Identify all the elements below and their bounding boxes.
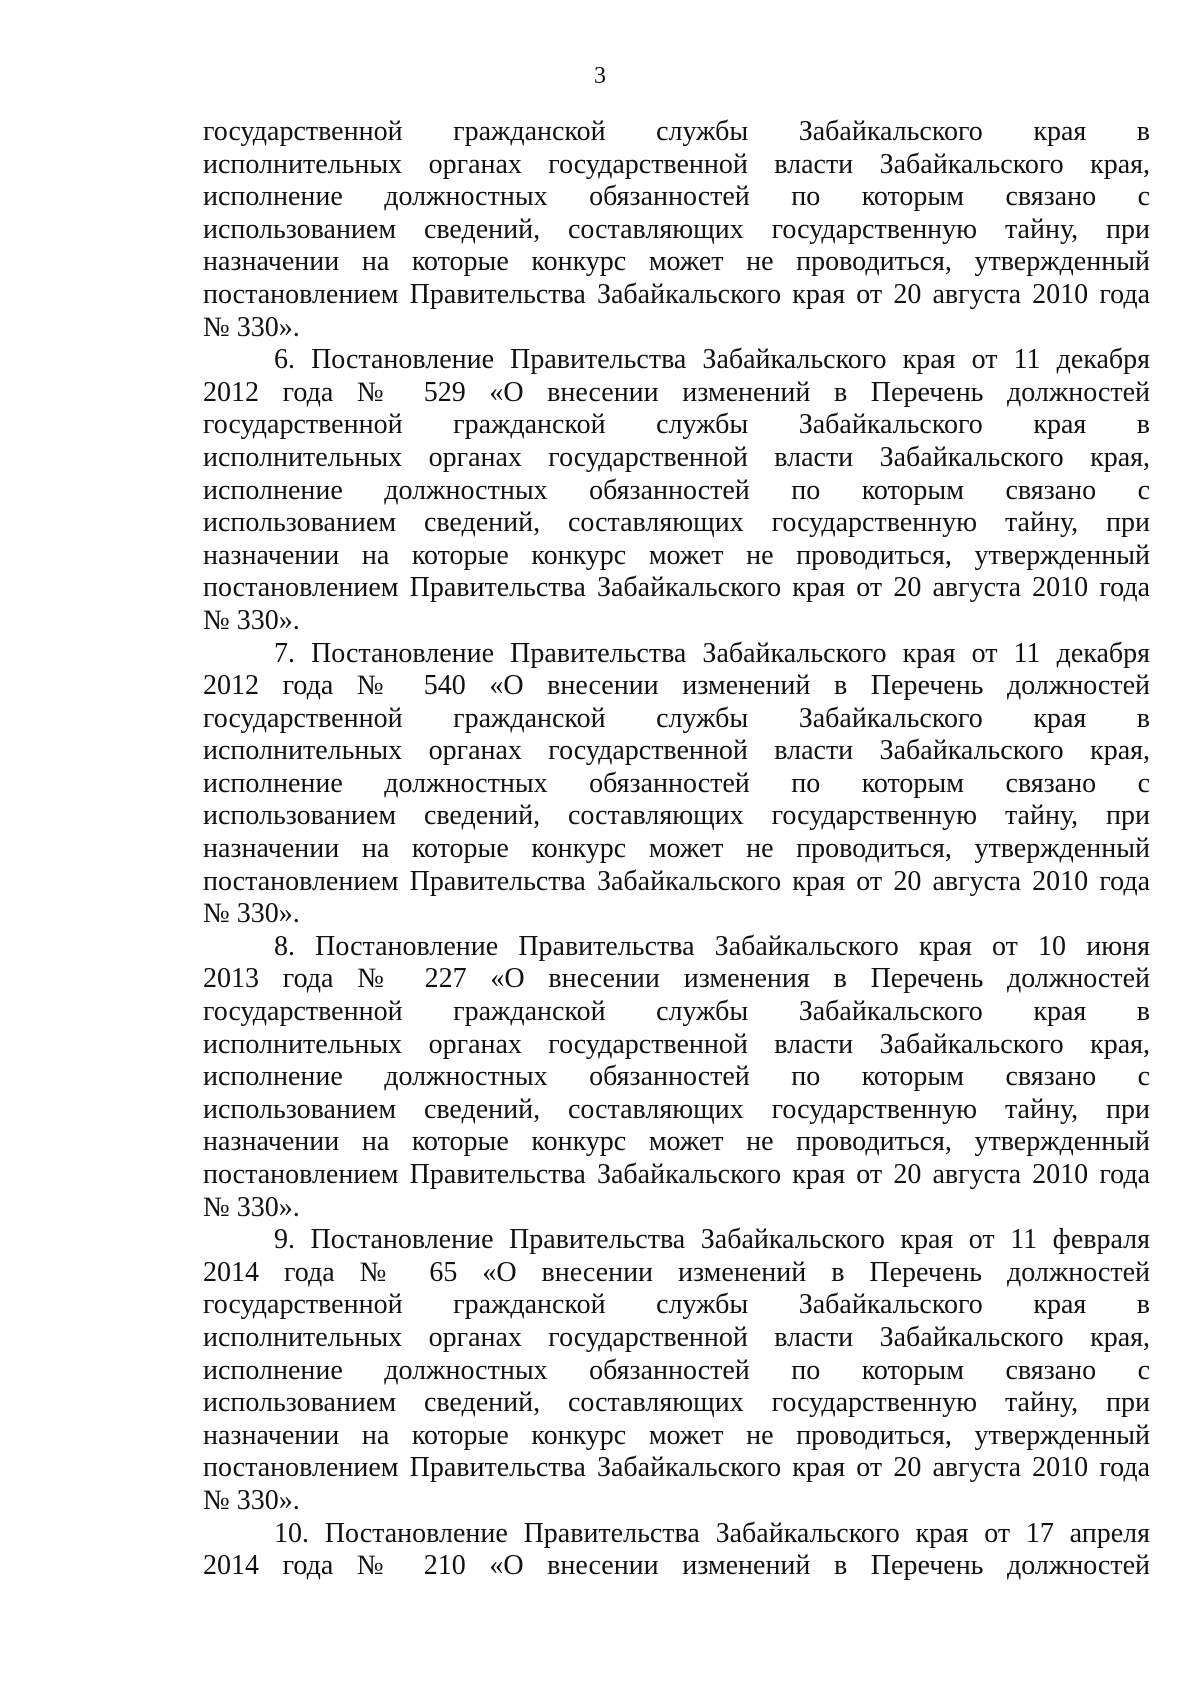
text-line: исполнительных органах государственной власти Забайкальского края,: [203, 441, 1150, 473]
text-line: 6. Постановление Правительства Забайкальского края от 11 декабря: [274, 344, 1150, 376]
text-line: назначении на которые конкурс может не проводиться, утвержденный: [203, 1126, 1150, 1158]
paragraph-item-7: [203, 638, 1150, 931]
text-line: постановлением Правительства Забайкальского края от 20 августа 2010 года: [203, 865, 1150, 897]
text-line: постановлением Правительства Забайкальского края от 20 августа 2010 года: [203, 278, 1150, 310]
text-line: государственной гражданской службы Забайкальского края в: [203, 996, 1150, 1028]
paragraph-item-8: [203, 931, 1150, 1224]
text-line: использованием сведений, составляющих государственную тайну, при: [203, 1093, 1150, 1125]
text-line: исполнение должностных обязанностей по которым связано с: [203, 474, 1150, 506]
text-line: № 330».: [203, 604, 300, 636]
text-line: государственной гражданской службы Забайкальского края в: [203, 116, 1150, 147]
text-line: 2014 года № 65 «О внесении изменений в Перечень должностей: [203, 1256, 1150, 1288]
text-line: назначении на которые конкурс может не проводиться, утвержденный: [203, 833, 1150, 865]
text-line: № 330».: [203, 1191, 300, 1223]
text-line: использованием сведений, составляющих государственную тайну, при: [203, 800, 1150, 832]
text-line: использованием сведений, составляющих государственную тайну, при: [203, 1387, 1150, 1419]
text-line: государственной гражданской службы Забайкальского края в: [203, 409, 1150, 441]
text-line: исполнение должностных обязанностей по которым связано с: [203, 181, 1150, 213]
text-line: 2012 года № 529 «О внесении изменений в Перечень должностей: [203, 376, 1150, 408]
text-line: использованием сведений, составляющих государственную тайну, при: [203, 507, 1150, 539]
text-line: использованием сведений, составляющих государственную тайну, при: [203, 213, 1150, 245]
text-line: исполнительных органах государственной власти Забайкальского края,: [203, 1321, 1150, 1353]
text-line: 2014 года № 210 «О внесении изменений в Перечень должностей: [203, 1550, 1150, 1582]
text-line: 10. Постановление Правительства Забайкальского края от 17 апреля: [274, 1517, 1150, 1549]
text-line: государственной гражданской службы Забайкальского края в: [203, 702, 1150, 734]
text-line: исполнительных органах государственной власти Забайкальского края,: [203, 148, 1150, 180]
text-line: постановлением Правительства Забайкальского края от 20 августа 2010 года: [203, 1452, 1150, 1484]
text-line: постановлением Правительства Забайкальского края от 20 августа 2010 года: [203, 572, 1150, 604]
text-line: постановлением Правительства Забайкальского края от 20 августа 2010 года: [203, 1159, 1150, 1190]
text-line: назначении на которые конкурс может не проводиться, утвержденный: [203, 539, 1150, 571]
paragraph-item-6: [203, 344, 1150, 637]
text-line: № 330».: [203, 311, 300, 343]
document-body: [203, 116, 1150, 1583]
text-line: 7. Постановление Правительства Забайкальского края от 11 декабря: [274, 637, 1150, 669]
text-line: исполнение должностных обязанностей по которым связано с: [203, 1061, 1150, 1093]
text-line: исполнительных органах государственной власти Забайкальского края,: [203, 735, 1150, 767]
text-line: исполнение должностных обязанностей по которым связано с: [203, 767, 1150, 799]
text-line: 9. Постановление Правительства Забайкальского края от 11 февраля: [274, 1224, 1150, 1256]
text-line: 8. Постановление Правительства Забайкальского края от 10 июня: [274, 930, 1150, 962]
text-line: 2013 года № 227 «О внесении изменения в Перечень должностей: [203, 963, 1150, 995]
paragraph-continuation: [203, 116, 1150, 344]
paragraph-item-10: [203, 1518, 1150, 1583]
text-line: № 330».: [203, 898, 300, 930]
text-line: назначении на которые конкурс может не проводиться, утвержденный: [203, 1419, 1150, 1451]
text-line: государственной гражданской службы Забайкальского края в: [203, 1289, 1150, 1321]
text-line: № 330».: [203, 1484, 300, 1516]
page-number: 3: [594, 63, 606, 89]
text-line: 2012 года № 540 «О внесении изменений в Перечень должностей: [203, 670, 1150, 702]
text-line: исполнительных органах государственной власти Забайкальского края,: [203, 1028, 1150, 1060]
paragraph-item-9: [203, 1224, 1150, 1517]
text-line: назначении на которые конкурс может не проводиться, утвержденный: [203, 246, 1150, 278]
text-line: исполнение должностных обязанностей по которым связано с: [203, 1354, 1150, 1386]
